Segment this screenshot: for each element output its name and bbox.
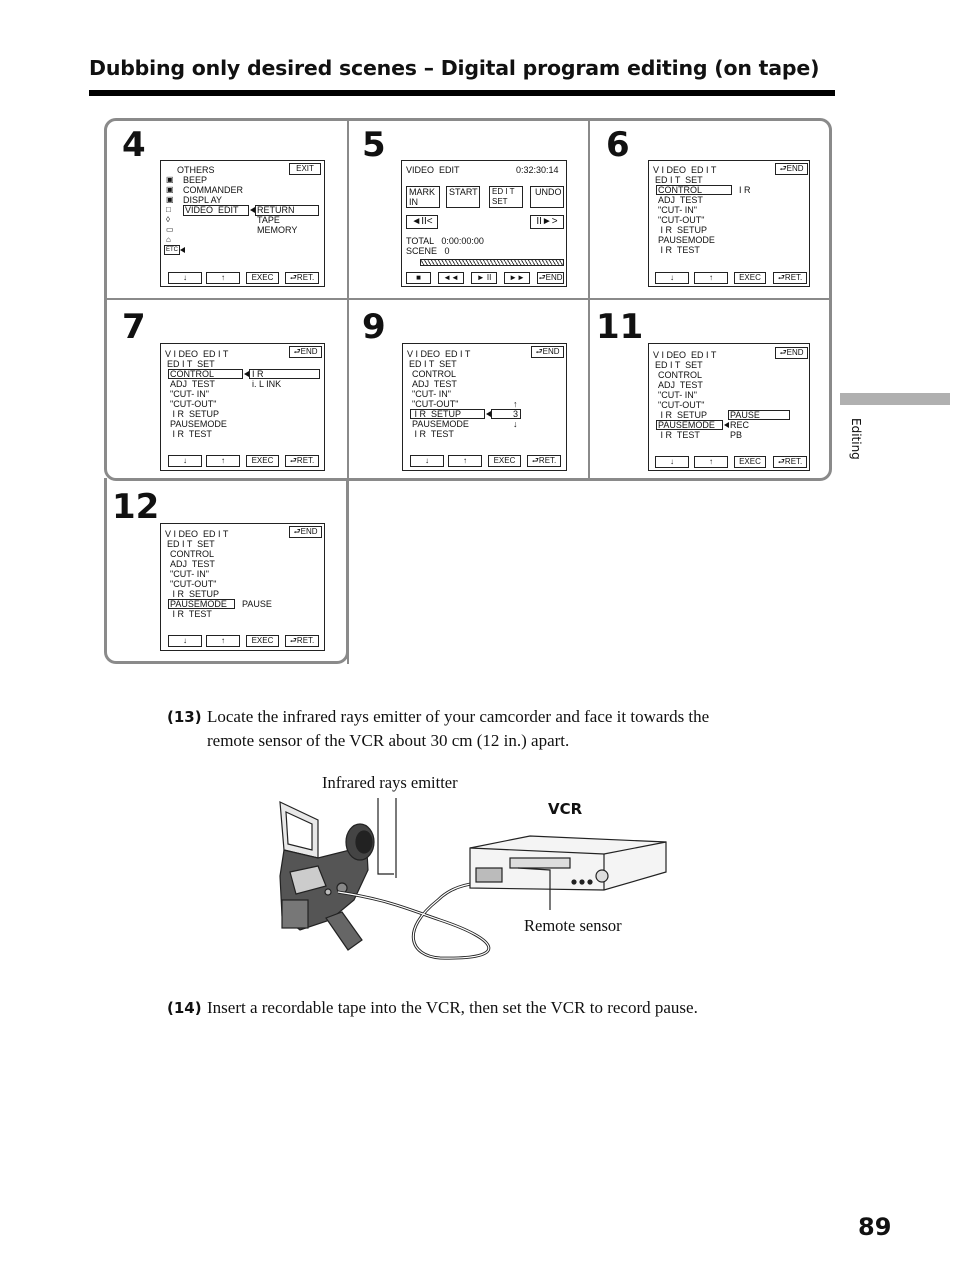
- exec-button[interactable]: EXEC: [734, 272, 766, 284]
- menu-item: ED I T SET: [655, 360, 703, 370]
- down-button[interactable]: ↓: [168, 635, 202, 647]
- frame-forward-button[interactable]: [530, 215, 564, 229]
- camcorder-icon: [280, 802, 374, 950]
- undo-button[interactable]: [530, 186, 564, 208]
- step-13-text-line1: Locate the infrared rays emitter of your camcorder and face it towards the: [207, 707, 710, 726]
- menu-icon: ⌂: [166, 235, 171, 244]
- menu-item-selected[interactable]: CONTROL: [658, 185, 703, 195]
- menu-item[interactable]: "CUT- IN": [412, 389, 451, 399]
- menu-item[interactable]: I R TEST: [658, 245, 700, 255]
- step-13-text-line2: remote sensor of the VCR about 30 cm (12 in.) apart.: [207, 731, 570, 750]
- rewind-button[interactable]: [438, 272, 464, 284]
- step-number: 4: [122, 125, 146, 165]
- stop-icon: ■: [416, 273, 421, 282]
- video-edit-screen-5: [401, 160, 567, 287]
- arrow-down-icon: ↓: [513, 419, 518, 429]
- down-button[interactable]: ↓: [655, 456, 689, 468]
- vcr-caption: VCR: [548, 800, 583, 818]
- menu-item[interactable]: "CUT-OUT": [170, 579, 217, 589]
- end-label: END: [300, 347, 318, 356]
- ret-button[interactable]: [773, 456, 807, 468]
- grid-divider: [104, 298, 832, 300]
- ret-label: RET.: [538, 456, 557, 465]
- menu-item: ED I T SET: [409, 359, 457, 369]
- menu-item[interactable]: "CUT-OUT": [412, 399, 459, 409]
- menu-screen-4: [160, 160, 325, 287]
- frame-forward-icon: II►>: [536, 216, 558, 227]
- video-edit-icon: □: [166, 205, 171, 214]
- menu-item[interactable]: DISPL AY: [183, 195, 223, 205]
- return-icon: ⮐: [531, 456, 539, 465]
- ret-label: RET.: [784, 457, 803, 466]
- menu-item[interactable]: I R TEST: [412, 429, 454, 439]
- end-label: END: [300, 527, 318, 536]
- return-icon: ⮐: [293, 347, 301, 356]
- ret-button[interactable]: [527, 455, 561, 467]
- pointer-icon: [724, 422, 729, 428]
- step-number: 11: [596, 307, 644, 347]
- return-icon: ⮐: [779, 348, 787, 357]
- menu-item[interactable]: "CUT- IN": [170, 389, 209, 399]
- return-icon: ⮐: [289, 273, 297, 282]
- time-counter: 0:32:30:14: [516, 165, 559, 175]
- menu-item[interactable]: CONTROL: [412, 369, 457, 379]
- return-icon: ⮐: [538, 273, 546, 282]
- option-item[interactable]: REC: [730, 420, 750, 430]
- menu-item: ED I T SET: [655, 175, 703, 185]
- return-icon: ⮐: [777, 273, 785, 282]
- commander-icon: ▣: [166, 185, 174, 194]
- side-tab-label: Editing: [849, 418, 863, 460]
- menu-item[interactable]: ADJ TEST: [170, 559, 215, 569]
- menu-icon: ◊: [166, 215, 170, 224]
- etc-icon: ETC: [166, 247, 178, 253]
- pointer-icon: [180, 247, 185, 253]
- step-number: 5: [362, 125, 386, 165]
- exec-button[interactable]: EXEC: [734, 456, 766, 468]
- down-button[interactable]: ↓: [168, 455, 202, 467]
- menu-item[interactable]: PAUSEMODE: [170, 419, 227, 429]
- menu-item[interactable]: "CUT- IN": [658, 205, 697, 215]
- exit-button[interactable]: EXIT: [289, 163, 321, 175]
- play-pause-icon: ► II: [476, 273, 492, 282]
- ret-button[interactable]: [285, 635, 319, 647]
- stop-button[interactable]: [406, 272, 431, 284]
- menu-item[interactable]: CONTROL: [658, 370, 703, 380]
- menu-item[interactable]: ADJ TEST: [170, 379, 215, 389]
- return-icon: ⮐: [289, 636, 297, 645]
- fast-forward-icon: ►►: [509, 273, 525, 282]
- edit-set-screen-7: [160, 343, 325, 471]
- camcorder-vcr-illustration: [270, 790, 670, 980]
- menu-item[interactable]: "CUT- IN": [170, 569, 209, 579]
- menu-item[interactable]: PAUSEMODE: [658, 235, 715, 245]
- setup-value[interactable]: 3: [513, 409, 519, 419]
- option-item[interactable]: PB: [730, 430, 743, 440]
- ret-label: RET.: [296, 636, 315, 645]
- exec-button[interactable]: EXEC: [488, 455, 521, 467]
- end-label: END: [542, 347, 560, 356]
- up-button[interactable]: ↑: [448, 455, 482, 467]
- menu-header: OTHERS: [177, 165, 215, 175]
- end-button[interactable]: [775, 347, 808, 359]
- emitter-leader-line: [378, 798, 394, 874]
- side-tab-bar: [840, 393, 950, 405]
- exec-button[interactable]: EXEC: [246, 272, 279, 284]
- screen-header: V I DEO ED I T: [653, 350, 717, 360]
- option-item[interactable]: TAPE: [257, 215, 280, 225]
- menu-item-selected[interactable]: VIDEO EDIT: [185, 205, 239, 215]
- control-value: I R: [739, 185, 751, 195]
- step-13-label: (13): [167, 708, 202, 726]
- menu-item[interactable]: ADJ TEST: [658, 380, 703, 390]
- ret-label: RET.: [296, 273, 315, 282]
- menu-item[interactable]: I R TEST: [170, 429, 212, 439]
- end-button[interactable]: [775, 163, 808, 175]
- screen-header: V I DEO ED I T: [165, 529, 229, 539]
- frame-back-icon: ◄II<: [411, 216, 433, 227]
- edit-set-screen-12: [160, 523, 325, 651]
- ret-button[interactable]: [285, 455, 319, 467]
- edit-set-label: ED I T SET: [492, 187, 515, 206]
- screen-header: VIDEO EDIT: [406, 165, 460, 175]
- ret-label: RET.: [784, 273, 803, 282]
- title-rule: [89, 90, 835, 96]
- start-button[interactable]: [446, 186, 480, 208]
- step-number: 6: [606, 125, 630, 165]
- menu-item[interactable]: BEEP: [183, 175, 208, 185]
- mark-in-label: MARK IN: [409, 187, 436, 207]
- screen-header: V I DEO ED I T: [407, 349, 471, 359]
- end-button[interactable]: [289, 526, 322, 538]
- menu-item: ED I T SET: [167, 359, 215, 369]
- menu-item[interactable]: I R TEST: [658, 430, 700, 440]
- beep-icon: ▣: [166, 175, 174, 184]
- ret-label: RET.: [296, 456, 315, 465]
- display-icon: ▣: [166, 195, 174, 204]
- sensor-caption: Remote sensor: [524, 916, 622, 935]
- end-button[interactable]: [531, 346, 564, 358]
- step-14-label: (14): [167, 999, 202, 1017]
- menu-item-selected[interactable]: CONTROL: [170, 369, 215, 379]
- fast-forward-button[interactable]: [504, 272, 530, 284]
- return-icon: ⮐: [777, 457, 785, 466]
- edit-set-screen-6: [648, 160, 810, 287]
- step-number: 9: [362, 307, 386, 347]
- mark-in-button[interactable]: [406, 186, 440, 208]
- play-pause-button[interactable]: [471, 272, 497, 284]
- option-item[interactable]: RETURN: [257, 205, 295, 215]
- start-label: START: [449, 187, 478, 197]
- exec-button[interactable]: EXEC: [246, 455, 279, 467]
- total-readout: TOTAL 0:00:00:00: [406, 236, 484, 246]
- up-button[interactable]: ↑: [206, 272, 240, 284]
- menu-item[interactable]: "CUT-OUT": [658, 215, 705, 225]
- up-button[interactable]: ↑: [694, 272, 728, 284]
- screen-header: V I DEO ED I T: [653, 165, 717, 175]
- ret-button[interactable]: [773, 272, 807, 284]
- emitter-caption: Infrared rays emitter: [322, 773, 458, 792]
- menu-item[interactable]: I R SETUP: [658, 410, 708, 420]
- arrow-up-icon: ↑: [513, 399, 518, 409]
- down-button[interactable]: ↓: [655, 272, 689, 284]
- up-button[interactable]: ↑: [206, 635, 240, 647]
- down-button[interactable]: ↓: [168, 272, 202, 284]
- step-14-text: Insert a recordable tape into the VCR, then set the VCR to record pause.: [207, 998, 698, 1017]
- return-icon: ⮐: [289, 456, 297, 465]
- menu-item-selected[interactable]: PAUSEMODE: [658, 420, 715, 430]
- option-item[interactable]: MEMORY: [257, 225, 298, 235]
- menu-item[interactable]: ADJ TEST: [412, 379, 457, 389]
- ret-button[interactable]: [285, 272, 319, 284]
- rewind-icon: ◄◄: [443, 273, 459, 282]
- undo-label: UNDO: [535, 187, 562, 197]
- menu-item[interactable]: I R TEST: [170, 609, 212, 619]
- menu-item[interactable]: COMMANDER: [183, 185, 243, 195]
- option-item[interactable]: PAUSE: [730, 410, 760, 420]
- menu-item-selected[interactable]: I R SETUP: [412, 409, 462, 419]
- menu-item[interactable]: CONTROL: [170, 549, 215, 559]
- exec-button[interactable]: EXEC: [246, 635, 279, 647]
- step-number: 12: [112, 487, 160, 527]
- frame-back-button[interactable]: [406, 215, 438, 229]
- end-label: END: [786, 164, 804, 173]
- menu-item[interactable]: I R SETUP: [170, 409, 220, 419]
- menu-item-selected[interactable]: PAUSEMODE: [170, 599, 227, 609]
- edit-set-button[interactable]: [489, 186, 523, 208]
- edit-set-screen-9: [402, 343, 567, 471]
- up-button[interactable]: ↑: [206, 455, 240, 467]
- option-item[interactable]: i. L INK: [252, 379, 282, 389]
- menu-item[interactable]: "CUT-OUT": [658, 400, 705, 410]
- screen-header: V I DEO ED I T: [165, 349, 229, 359]
- option-item[interactable]: I R: [252, 369, 264, 379]
- menu-item[interactable]: I R SETUP: [658, 225, 708, 235]
- step-number: 7: [122, 307, 146, 347]
- end-label: END: [786, 348, 804, 357]
- vcr-icon: [470, 836, 666, 890]
- menu-item[interactable]: I R SETUP: [170, 589, 220, 599]
- return-icon: ⮐: [535, 347, 543, 356]
- end-button[interactable]: [537, 272, 564, 284]
- end-label: END: [545, 273, 563, 282]
- end-button[interactable]: [289, 346, 322, 358]
- menu-item: ED I T SET: [167, 539, 215, 549]
- pause-value: PAUSE: [242, 599, 272, 609]
- return-icon: ⮐: [779, 164, 787, 173]
- menu-item[interactable]: ADJ TEST: [658, 195, 703, 205]
- menu-item[interactable]: "CUT- IN": [658, 390, 697, 400]
- grid-divider: [347, 118, 349, 664]
- down-button[interactable]: ↓: [410, 455, 444, 467]
- up-button[interactable]: ↑: [694, 456, 728, 468]
- scene-progress-bar: [420, 259, 564, 266]
- scene-readout: SCENE 0: [406, 246, 450, 256]
- menu-item[interactable]: PAUSEMODE: [412, 419, 469, 429]
- return-icon: ⮐: [293, 527, 301, 536]
- page-number: 89: [858, 1213, 892, 1241]
- menu-item[interactable]: "CUT-OUT": [170, 399, 217, 409]
- av-cable: [338, 882, 489, 958]
- menu-icon: ▭: [166, 225, 174, 234]
- page-title: Dubbing only desired scenes – Digital program editing (on tape): [89, 56, 820, 80]
- edit-set-screen-11: [648, 343, 810, 471]
